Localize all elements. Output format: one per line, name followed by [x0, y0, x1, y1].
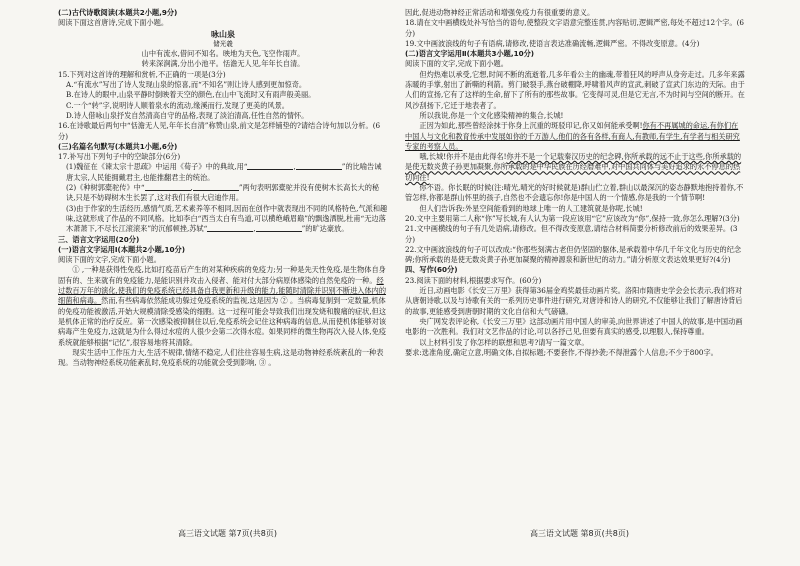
answer-blank[interactable]	[296, 162, 342, 170]
material-paragraph: 近日,动画电影《长安三万里》获得第36届金鸡奖最佳动画片奖。洛阳市隋唐史学会会长表示,我们将对从唐朝诗歌,以及与诗歌有关的一系列历史事件进行研究,对唐诗和诗人的研究,不仅能够让我们了解唐诗背后的故事,更能感受到唐朝时期的文化自信和大气磅礴。	[405, 286, 743, 316]
option-b: B.在诗人的眼中,山泉平静时倒映着天空的颜色,在山中飞流时又有雨声般美丽。	[66, 90, 316, 100]
left-page	[58, 8, 388, 368]
poem-title: 咏山泉	[211, 28, 235, 39]
section-intro: 阅读下面的文字,完成下面小题。	[405, 59, 508, 69]
poem-line: 山中有流水,借问不知名。映地为天色,飞空作雨声。	[141, 49, 305, 59]
passage-paragraph: 哦,长城!你并不是由此得名!你并不是一个记载秦汉历史的纪念碑,你所承载的远不止于这些,你所承载的是使无数炎黄子孙更加凝聚,你所承载的是中华民族在历经磨难中,对中国共同体与美好追求的永不停息的热切向往!	[405, 152, 742, 182]
question-19: 19.文中画波浪线的句子有语病,请修改,使语言表达准确流畅,逻辑严密。不得改变原意。(4分)	[405, 38, 700, 48]
option-c: C.一个“转”字,说明诗人顺着泉水的流动,缘溪而行,发现了更美的风景。	[66, 100, 289, 110]
page-footer-left: 高三语文试题 第7页(共8页)	[178, 529, 277, 538]
option-d: D.诗人借咏山泉抒发自然清高自守的品格,表现了淡泊清高,任性自然的情怀。	[66, 110, 309, 120]
passage-paragraph: ① ,一种是获得性免疫,比如打疫苗后产生的对某种疾病的免疫力;另一种是先天性免疫,是生物体自身固有的、生来就有的免疫能力,是能识别并攻击入侵者、能对付大部分病原体感染的自然免疫的一种。经过数百万年的演化,使我们的免疫系统已经具备自我更新和升级的能力,能随时清除并识别不断进入体内的细菌和病毒。然而,有些病毒依然能成功躲过免疫系统的监视,这是因为 ② 。当病毒复制到一定数量,机体的免疫功能被激活,开始大规模清除受感染的细胞。这一过程可能会导致我们出现发烧和腹痛的症状,但这是机体正常的治疗反应。第一次感染被抑制住以后,免疫系统会记住这种病毒的信息,从而使机体能够对该病毒产生免疫力,这就是为什么得过水痘的人很少会第二次得水痘。如果同样的微生物再次入侵人体,免疫系统就能够根据“记忆”,很容易地将其清除。	[58, 265, 387, 347]
question-17-3: (3)由于作家的生活经历,感情气质,艺术素养等不相同,因而在创作中就表现出不同的风格特色,气派和趣味,这就形成了作品的不同风格。比如李白“西当太白有鸟道,可以横绝峨眉巅”的飘逸洒脱,杜甫“无边落木萧萧下,不尽长江滚滚来”的沉郁顿挫,苏轼“ , ”的旷达豪放。	[66, 203, 388, 234]
answer-blank[interactable]	[247, 162, 293, 170]
question-17-2: (2)《种树郭橐驼传》中“ , ”两句表明郭橐驼并没有使树木长高长大的秘诀,只是不妨碍树木生长罢了,这对我们有很大启迪作用。	[66, 183, 380, 203]
question-15: 15.下列对这首诗的理解和赏析,不正确的一项是(3分)	[58, 69, 226, 79]
passage-paragraph: 但灼热难以承受,它想,时间不断的流逝着,几多年看公主的幽魂,带着狂风的呼声从身旁走过。几多年来露冻暖的手掌,射出了新嘶的利箭。剪门破裂手,燕台破棚降,呼啸着风声的宣武,刺破了宣武门东边的天际。由于人们的宣扬,它有了这样的生命,留下了所有的那些故事。它变得可灵,但是它无言,不为时间与空间的断开。在风沙刮扬下,它迁于地表者了。	[405, 69, 745, 110]
question-22: 22.文中画波浪线的句子可以改成:“你那些刻满古老但仍坚固的躯体,是承载着中华几千年文化与历史的纪念碑;你所承载的是使无数炎黄子孙更加凝聚的精神源泉和新世纪的动力。”请分析原文表达效果更好?(4分)	[405, 244, 742, 265]
passage-paragraph: 所以我说,你是一个文化感染精神的集合,长城!	[419, 110, 564, 120]
writing-prompt: 以上材料引发了你怎样的联想和思考?请写一篇文章。	[419, 337, 589, 347]
answer-blank[interactable]	[256, 224, 302, 232]
answer-blank[interactable]	[193, 183, 239, 191]
question-17-1: (1)魏征在《谏太宗十思疏》中运用《荀子》中的典故,用“ , ”的比喻告诫唐太宗,人民能拥戴君主,也能推翻君主的统治。	[66, 162, 382, 182]
part-title: 三、语言文字运用(20分)	[58, 234, 140, 244]
passage-paragraph: 正因为如此,那些曾经涂抹于你身上沉重的斑驳印记,你又如何能承受啊!你有不再属城的命运,有你们在中国人与文化和教育传承中发展如你的千万游人,他们的各有各样,有商人,有教师,有学生,有学者与相关研究专家的考察人员。	[405, 121, 740, 151]
section-intro: 阅读下面这首唐诗,完成下面小题。	[58, 18, 169, 28]
question-21: 21.文中画横线的句子有几处语病,请修改。但不得改变原意,请结合材料简要分析修改前后的效果差异。(3分)	[405, 224, 738, 244]
part-title: 四、写作(60分)	[405, 265, 458, 275]
material-paragraph: 央广网发表评论称,《长安三万里》这部动画片用中国人的审美,向世界讲述了中国人的故事,是中国动画电影的一次胜利。我们对文艺作品的讨论,可以各抒己见,但要有真实的感受,以理服人,保持尊重。	[405, 316, 743, 337]
passage-paragraph: 但人们告诉我:外星空间能看到的地球上唯一的人工建筑就是你呢,长城!	[419, 203, 643, 213]
question-16: 16.在诗歌最后两句中“恬澹无人见,年年长自清”称赞山泉,前文是怎样铺垫的?请结合诗句加以分析。(6分)	[58, 121, 381, 141]
underlined-sentence: 经过数百万年的演化,使我们的免疫系统已经具备自我更新和升级的能力,能随时清除并识别不断进入体内的细菌和病毒。	[58, 275, 387, 306]
passage-paragraph: 现实生活中工作压力大,生活不规律,情绪不稳定,人们往往容易生病,这是动物神经系统紊乱的一种表现。当动物神经系统功能紊乱时,免疫系统的功能就会受到影响, ③ 。	[58, 347, 384, 368]
section-intro: 阅读下面的文字,完成下面小题。	[58, 255, 161, 265]
section-title: (三)名篇名句默写(本题共1小题,6分)	[58, 141, 178, 151]
question-23: 23.阅读下面的材料,根据要求写作。(60分)	[405, 275, 542, 285]
writing-requirements: 要求:选准角度,确定立意,明确文体,自拟标题;不要套作,不得抄袭;不得泄露个人信息;不少于800字。	[405, 347, 718, 357]
passage-paragraph: 你不语。你长眠的时候(注:晴光,晴光的好时候就是)群山伫立着,群山以最深沉的姿态静默地抱持着你,不管怎样,你都是群山怀里的孩子,自然也不会遗忘你!你是中国人的一个情感,你是我的一个情节啊!	[405, 183, 744, 203]
question-17: 17.补写出下列句子中的空缺部分(6分)	[58, 152, 181, 162]
page-footer-right: 高三语文试题 第8页(共8页)	[530, 529, 629, 538]
question-20: 20.文中主要用第二人称“你”写长城,有人认为第一段应该用“它”应该改为“你”,保持一致,你怎么理解?(3分)	[405, 213, 740, 223]
right-page	[405, 8, 745, 358]
underlined-sentence: 你有不再属城的命运,有你们在中国人与文化和教育传承中发展如你的千万游人,他们的各有各样,有商人,有教师,有学生,有学者与相关研究专家的考察人员。	[405, 121, 740, 151]
poem-author: 储光羲	[213, 39, 233, 48]
answer-blank[interactable]	[145, 183, 191, 191]
answer-blank[interactable]	[207, 224, 253, 232]
wavy-underlined-sentence: 你并不是一个记载秦汉历史的纪念碑,你所承载的远不止于这些,你所承载的是使无数炎黄子孙更加凝聚,你所承载的是中华民族在历经磨难中,对中国共同体与美好追求的永不停息的热切向往!	[405, 152, 742, 182]
section-title: (二)古代诗歌阅读(本题共2小题,9分)	[58, 8, 178, 17]
section-title: (一)语言文字运用Ⅰ(本题共2小题,10分)	[58, 244, 185, 254]
passage-continuation: 因此,促进动物神经正常活动和增强免疫力有很重要的意义。	[405, 8, 595, 17]
option-a: A.“有流水”写出了诗人发现山泉的惊喜,而“不知名”则让诗人感到更加惊奇。	[66, 80, 307, 90]
question-18: 18.请在文中画横线处补写恰当的语句,使整段文字语意完整连贯,内容贴切,逻辑严密,每处不超过12个字。(6分)	[405, 18, 744, 38]
section-title: (二)语言文字运用Ⅱ(本题共3小题,10分)	[405, 49, 535, 59]
poem-line: 转来深涧满,分出小池平。恬澹无人见,年年长自清。	[141, 59, 305, 69]
